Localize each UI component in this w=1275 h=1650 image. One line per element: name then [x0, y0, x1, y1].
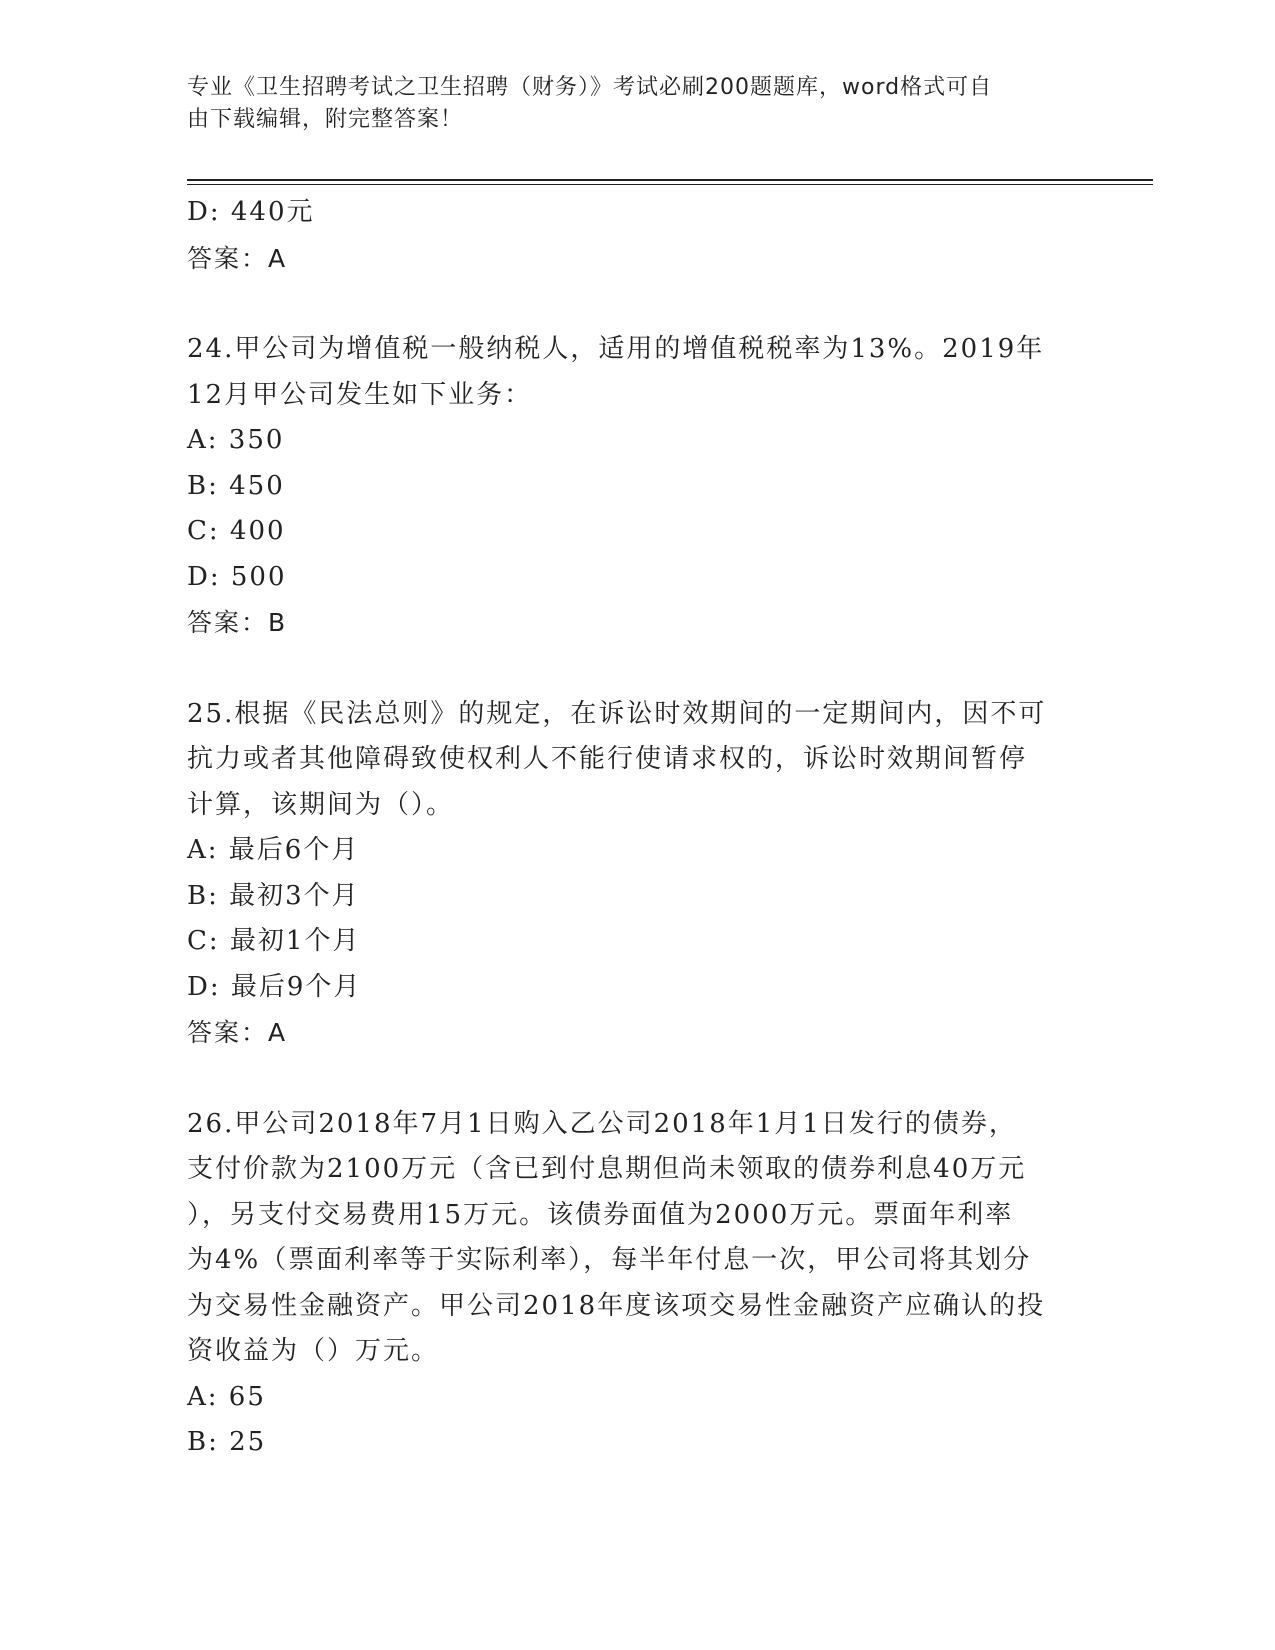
- question-text-line: 24.甲公司为增值税一般纳税人，适用的增值税税率为13%。2019年: [187, 334, 1045, 364]
- question-text-line: 计算，该期间为（）。: [187, 789, 455, 820]
- answer-line: 答案：A: [187, 243, 288, 273]
- spacer: [187, 1056, 1077, 1102]
- question-text-line: 12月甲公司发生如下业务：: [187, 379, 533, 410]
- option-d: D: 最后9个月: [187, 971, 362, 1002]
- question-text-line: 25.根据《民法总则》的规定，在诉讼时效期间的一定期间内，因不可: [187, 698, 1047, 729]
- option-b: B: 450: [187, 470, 285, 501]
- option-a: A: 最后6个月: [187, 835, 360, 865]
- prev-question-tail: [187, 190, 1077, 281]
- option-b: B: 25: [187, 1427, 267, 1457]
- option-a: A: 350: [187, 425, 285, 455]
- question-25: [187, 692, 1077, 1056]
- question-text-line: 资收益为（）万元。: [187, 1336, 440, 1366]
- question-26: [187, 1102, 1077, 1466]
- option-c: C: 400: [187, 516, 286, 546]
- header-divider-thin: [187, 184, 1153, 185]
- header-title-line-1: 专业《卫生招聘考试之卫生招聘（财务）》考试必刷200题题库，word格式可自: [187, 75, 993, 100]
- spacer: [187, 281, 1077, 327]
- question-text-line: ），另支付交易费用15万元。该债券面值为2000万元。票面年利率: [187, 1199, 1014, 1230]
- question-text-line: 为4%（票面利率等于实际利率），每半年付息一次，甲公司将其划分: [187, 1245, 1032, 1275]
- option-d: D: 500: [187, 561, 287, 592]
- question-text-line: 为交易性金融资产。甲公司2018年度该项交易性金融资产应确认的投: [187, 1290, 1046, 1321]
- header-title-line-2: 由下载编辑，附完整答案！: [187, 107, 464, 132]
- document-body: [187, 190, 1077, 1466]
- option-c: C: 最初1个月: [187, 926, 361, 956]
- question-text-line: 支付价款为2100万元（含已到付息期但尚未领取的债券利息40万元: [187, 1154, 1027, 1184]
- spacer: [187, 646, 1077, 692]
- question-text-line: 抗力或者其他障碍致使权利人不能行使请求权的，诉讼时效期间暂停: [187, 744, 1028, 774]
- option-b: B: 最初3个月: [187, 880, 360, 911]
- answer-line: 答案：A: [187, 1018, 288, 1047]
- option-d: D: 440元: [187, 197, 315, 227]
- question-24: [187, 327, 1077, 646]
- option-a: A: 65: [187, 1381, 266, 1412]
- answer-line: 答案：B: [187, 608, 288, 637]
- question-text-line: 26.甲公司2018年7月1日购入乙公司2018年1月1日发行的债券，: [187, 1108, 1017, 1139]
- document-header: [187, 72, 1067, 136]
- header-divider-thick: [187, 179, 1153, 181]
